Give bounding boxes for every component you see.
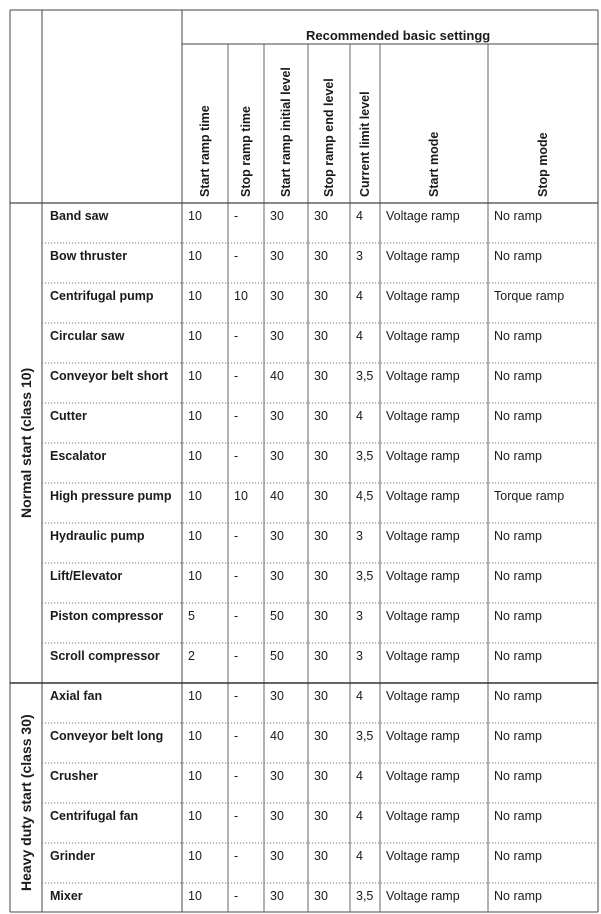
table-cell: No ramp	[494, 569, 542, 583]
table-cell: -	[234, 889, 239, 903]
table-cell: 4	[356, 289, 363, 303]
row-name: Cutter	[50, 409, 87, 423]
table-cell: 10	[188, 729, 202, 743]
table-cell: Voltage ramp	[386, 449, 460, 463]
table-cell: 10	[188, 809, 202, 823]
table-cell: No ramp	[494, 689, 542, 703]
table-cell: 10	[188, 249, 202, 263]
table-cell: -	[234, 409, 239, 423]
table-cell: 10	[188, 689, 202, 703]
table-cell: -	[234, 369, 239, 383]
table-cell: 10	[188, 449, 202, 463]
table-cell: Voltage ramp	[386, 409, 460, 423]
table-cell: 30	[314, 809, 328, 823]
table-cell: 10	[188, 529, 202, 543]
table-cell: 30	[314, 729, 328, 743]
table-cell: 10	[188, 369, 202, 383]
table-cell: 30	[314, 769, 328, 783]
table-cell: 3	[356, 529, 363, 543]
table-cell: No ramp	[494, 809, 542, 823]
row-name: Conveyor belt long	[50, 729, 164, 743]
table-cell: 50	[270, 649, 284, 663]
table-cell: 10	[234, 289, 248, 303]
row-name: High pressure pump	[50, 489, 172, 503]
table-cell: 30	[270, 769, 284, 783]
table-cell: 3	[356, 249, 363, 263]
table-cell: -	[234, 849, 239, 863]
table-cell: 3	[356, 649, 363, 663]
table-cell: Voltage ramp	[386, 809, 460, 823]
table-cell: Voltage ramp	[386, 609, 460, 623]
row-name: Axial fan	[50, 689, 103, 703]
table-cell: Voltage ramp	[386, 209, 460, 223]
row-name: Grinder	[50, 849, 96, 863]
table-cell: Voltage ramp	[386, 249, 460, 263]
column-header: Stop mode	[536, 132, 550, 197]
table-cell: 4	[356, 809, 363, 823]
table-cell: -	[234, 249, 239, 263]
group-label: Normal start (class 10)	[18, 367, 34, 519]
table-cell: No ramp	[494, 729, 542, 743]
table-cell: Voltage ramp	[386, 529, 460, 543]
column-header: Start ramp initial level	[279, 67, 293, 197]
table-cell: -	[234, 769, 239, 783]
table-cell: 30	[314, 489, 328, 503]
table-cell: -	[234, 729, 239, 743]
table-cell: No ramp	[494, 369, 542, 383]
table-cell: 3,5	[356, 729, 374, 743]
table-cell: 4	[356, 769, 363, 783]
table-cell: 4	[356, 849, 363, 863]
table-cell: 30	[270, 289, 284, 303]
table-cell: 10	[188, 849, 202, 863]
table-cell: 10	[188, 409, 202, 423]
table-cell: Voltage ramp	[386, 849, 460, 863]
table-cell: 30	[270, 329, 284, 343]
table-cell: 30	[270, 689, 284, 703]
table-cell: No ramp	[494, 649, 542, 663]
table-cell: 30	[314, 689, 328, 703]
table-cell: 30	[270, 409, 284, 423]
table-cell: 30	[314, 409, 328, 423]
table-cell: 30	[314, 289, 328, 303]
table-cell: 30	[270, 809, 284, 823]
table-cell: Voltage ramp	[386, 689, 460, 703]
row-name: Crusher	[50, 769, 98, 783]
table-cell: Torque ramp	[494, 489, 565, 503]
table-cell: No ramp	[494, 209, 542, 223]
row-name: Circular saw	[50, 329, 125, 343]
table-cell: -	[234, 809, 239, 823]
table-cell: Voltage ramp	[386, 769, 460, 783]
table-cell: Voltage ramp	[386, 489, 460, 503]
row-name: Band saw	[50, 209, 109, 223]
table-cell: -	[234, 649, 239, 663]
row-name: Escalator	[50, 449, 107, 463]
table-cell: 50	[270, 609, 284, 623]
table-cell: 30	[270, 529, 284, 543]
row-name: Centrifugal fan	[50, 809, 139, 823]
table-cell: No ramp	[494, 249, 542, 263]
table-cell: 3,5	[356, 449, 374, 463]
table-cell: 10	[234, 489, 248, 503]
table-cell: 30	[270, 449, 284, 463]
table-cell: -	[234, 569, 239, 583]
table-cell: 10	[188, 569, 202, 583]
table-cell: 30	[270, 849, 284, 863]
table-cell: 30	[270, 889, 284, 903]
table-cell: 10	[188, 209, 202, 223]
table-cell: 4,5	[356, 489, 374, 503]
table-cell: Voltage ramp	[386, 329, 460, 343]
row-name: Centrifugal pump	[50, 289, 154, 303]
table-cell: 10	[188, 329, 202, 343]
row-name: Scroll compressor	[50, 649, 160, 663]
table-cell: No ramp	[494, 409, 542, 423]
table-cell: -	[234, 529, 239, 543]
column-header: Stop ramp end level	[322, 78, 336, 197]
table-cell: 30	[314, 849, 328, 863]
table-cell: 30	[314, 369, 328, 383]
table-cell: 2	[188, 649, 195, 663]
table-cell: 3,5	[356, 569, 374, 583]
table-cell: 30	[314, 329, 328, 343]
table-cell: No ramp	[494, 529, 542, 543]
column-header: Current limit level	[358, 91, 372, 197]
table-cell: 10	[188, 889, 202, 903]
table-cell: Voltage ramp	[386, 729, 460, 743]
group-label: Heavy duty start (class 30)	[18, 714, 34, 892]
table-cell: 30	[314, 569, 328, 583]
table-cell: 30	[314, 609, 328, 623]
table-cell: Voltage ramp	[386, 289, 460, 303]
table-title: Recommended basic settingg	[306, 28, 491, 43]
table-cell: -	[234, 329, 239, 343]
table-cell: 30	[314, 449, 328, 463]
table-cell: No ramp	[494, 609, 542, 623]
table-cell: 30	[270, 569, 284, 583]
table-cell: 30	[314, 649, 328, 663]
table-cell: No ramp	[494, 849, 542, 863]
table-cell: 40	[270, 369, 284, 383]
row-name: Lift/Elevator	[50, 569, 123, 583]
table-cell: 30	[314, 529, 328, 543]
row-name: Mixer	[50, 889, 83, 903]
column-header: Start ramp time	[198, 105, 212, 197]
table-cell: 40	[270, 729, 284, 743]
table-cell: -	[234, 449, 239, 463]
table-cell: -	[234, 209, 239, 223]
table-cell: 30	[270, 249, 284, 263]
table-cell: 30	[314, 209, 328, 223]
row-name: Piston compressor	[50, 609, 164, 623]
table-cell: No ramp	[494, 769, 542, 783]
table-cell: Voltage ramp	[386, 569, 460, 583]
table-cell: 10	[188, 289, 202, 303]
table-cell: 4	[356, 209, 363, 223]
table-cell: 3,5	[356, 369, 374, 383]
table-cell: Voltage ramp	[386, 369, 460, 383]
table-cell: Voltage ramp	[386, 649, 460, 663]
table-cell: 3,5	[356, 889, 374, 903]
table-cell: -	[234, 609, 239, 623]
row-name: Bow thruster	[50, 249, 128, 263]
table-cell: 10	[188, 769, 202, 783]
column-header: Start mode	[427, 131, 441, 197]
table-cell: 40	[270, 489, 284, 503]
table-cell: 4	[356, 689, 363, 703]
row-name: Conveyor belt short	[50, 369, 169, 383]
table-cell: 5	[188, 609, 195, 623]
table-cell: 10	[188, 489, 202, 503]
table-cell: Torque ramp	[494, 289, 565, 303]
table-cell: No ramp	[494, 449, 542, 463]
table-cell: Voltage ramp	[386, 889, 460, 903]
table-cell: -	[234, 689, 239, 703]
table-cell: 30	[314, 889, 328, 903]
table-cell: 3	[356, 609, 363, 623]
table-cell: 30	[314, 249, 328, 263]
row-name: Hydraulic pump	[50, 529, 145, 543]
column-header: Stop ramp time	[239, 106, 253, 197]
table-cell: No ramp	[494, 889, 542, 903]
table-cell: No ramp	[494, 329, 542, 343]
table-cell: 4	[356, 409, 363, 423]
table-cell: 4	[356, 329, 363, 343]
table-cell: 30	[270, 209, 284, 223]
